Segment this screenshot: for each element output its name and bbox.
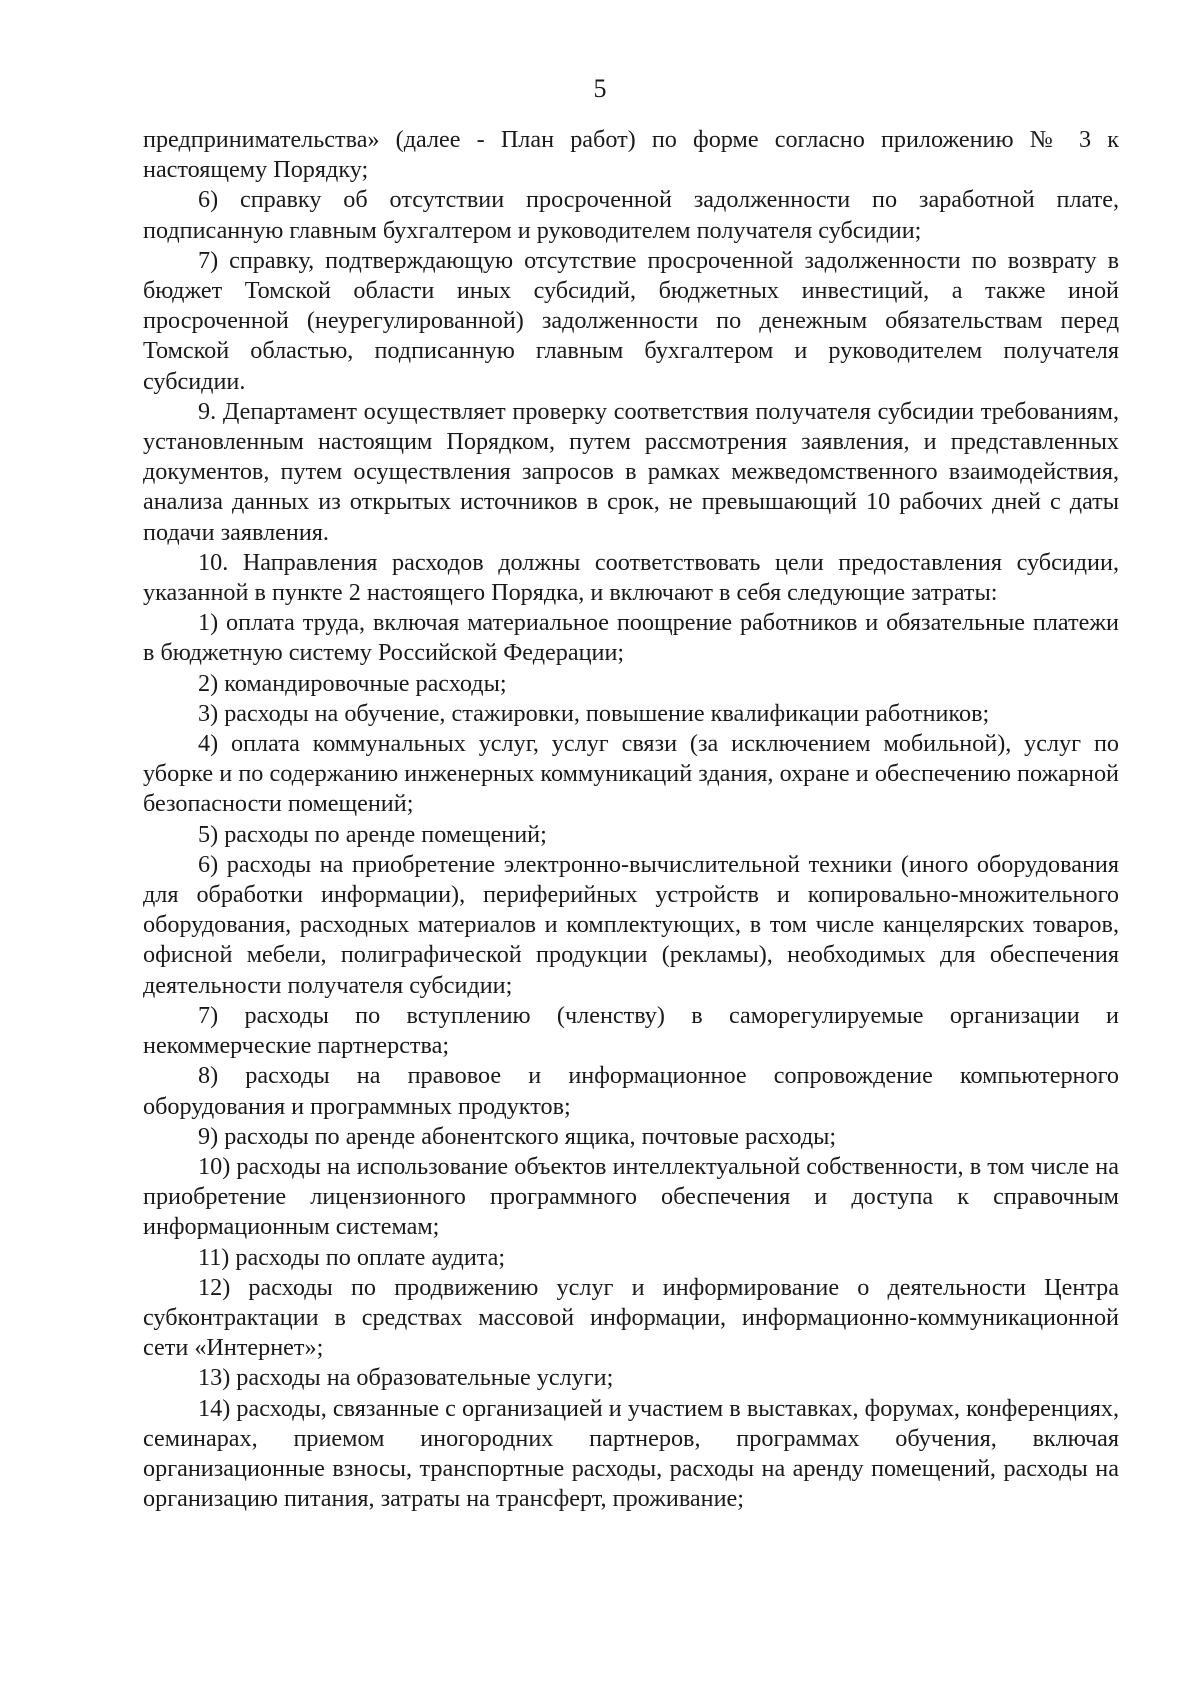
paragraph-clause-10: 10. Направления расходов должны соответствовать цели предоставления субсидии, указанной в пункте 2 настоящего Порядка, и включают в себя следующие затраты: <box>143 548 1119 607</box>
paragraph-expense-8: 8) расходы на правовое и информационное сопровождение компьютерного оборудования и программных продуктов; <box>143 1062 1119 1120</box>
paragraph-expense-2: 2) командировочные расходы; <box>198 669 507 697</box>
paragraph-expense-1: 1) оплата труда, включая материальное поощрение работников и обязательные платежи в бюджетную систему Российской Федерации; <box>143 609 1119 667</box>
paragraph-expense-13: 13) расходы на образовательные услуги; <box>198 1364 614 1392</box>
document-body <box>143 125 1119 1514</box>
paragraph-continuation: предпринимательства» (далее - План работ) по форме согласно приложению № 3 к настоящему Порядку; <box>143 126 1119 184</box>
paragraph-expense-14: 14) расходы, связанные с организацией и участием в выставках, форумах, конференциях, семинарах, приемом иногородних партнеров, программах обучения, включая организационные взносы, транспортные расходы, расходы на аренду помещений, расходы на организацию питания, затраты на трансферт, проживание; <box>143 1394 1119 1513</box>
paragraph-expense-12: 12) расходы по продвижению услуг и информирование о деятельности Центра субконтрактации в средствах массовой информации, информационно-коммуникационной сети «Интернет»; <box>143 1273 1119 1362</box>
paragraph-expense-6: 6) расходы на приобретение электронно-вычислительной техники (иного оборудования для обработки информации), периферийных устройств и копировально-множительного оборудования, расходных материалов и комплектующих, в том числе канцелярских товаров, офисной мебели, полиграфической продукции (рекламы), необходимых для обеспечения деятельности получателя субсидии; <box>143 850 1119 999</box>
paragraph-expense-5: 5) расходы по аренде помещений; <box>198 820 547 848</box>
paragraph-item-6-certificate-salary: 6) справку об отсутствии просроченной задолженности по заработной плате, подписанную главным бухгалтером и руководителем получателя субсидии; <box>143 186 1119 244</box>
paragraph-expense-3: 3) расходы на обучение, стажировки, повышение квалификации работников; <box>198 699 990 727</box>
paragraph-expense-11: 11) расходы по оплате аудита; <box>198 1243 506 1271</box>
paragraph-clause-9: 9. Департамент осуществляет проверку соответствия получателя субсидии требованиям, установленным настоящим Порядком, путем рассмотрения заявления, и представленных документов, путем осуществления запросов в рамках межведомственного взаимодействия, анализа данных из открытых источников в срок, не превышающий 10 рабочих дней с даты подачи заявления. <box>143 397 1119 546</box>
page-number: 5 <box>593 74 607 103</box>
paragraph-expense-4: 4) оплата коммунальных услуг, услуг связи (за исключением мобильной), услуг по уборке и по содержанию инженерных коммуникаций здания, охране и обеспечению пожарной безопасности помещений; <box>143 730 1119 818</box>
paragraph-expense-10: 10) расходы на использование объектов интеллектуальной собственности, в том числе на приобретение лицензионного программного обеспечения и доступа к справочным информационным системам; <box>143 1152 1119 1241</box>
paragraph-expense-7: 7) расходы по вступлению (членству) в саморегулируемые организации и некоммерческие партнерства; <box>143 1001 1119 1060</box>
paragraph-expense-9: 9) расходы по аренде абонентского ящика, почтовые расходы; <box>198 1122 837 1150</box>
paragraph-item-7-certificate-budget: 7) справку, подтверждающую отсутствие просроченной задолженности по возврату в бюджет Томской области иных субсидий, бюджетных инвестиций, а также иной просроченной (неурегулированной) задолженности по денежным обязательствам перед Томской областью, подписанную главным бухгалтером и руководителем получателя субсидии. <box>143 246 1119 395</box>
